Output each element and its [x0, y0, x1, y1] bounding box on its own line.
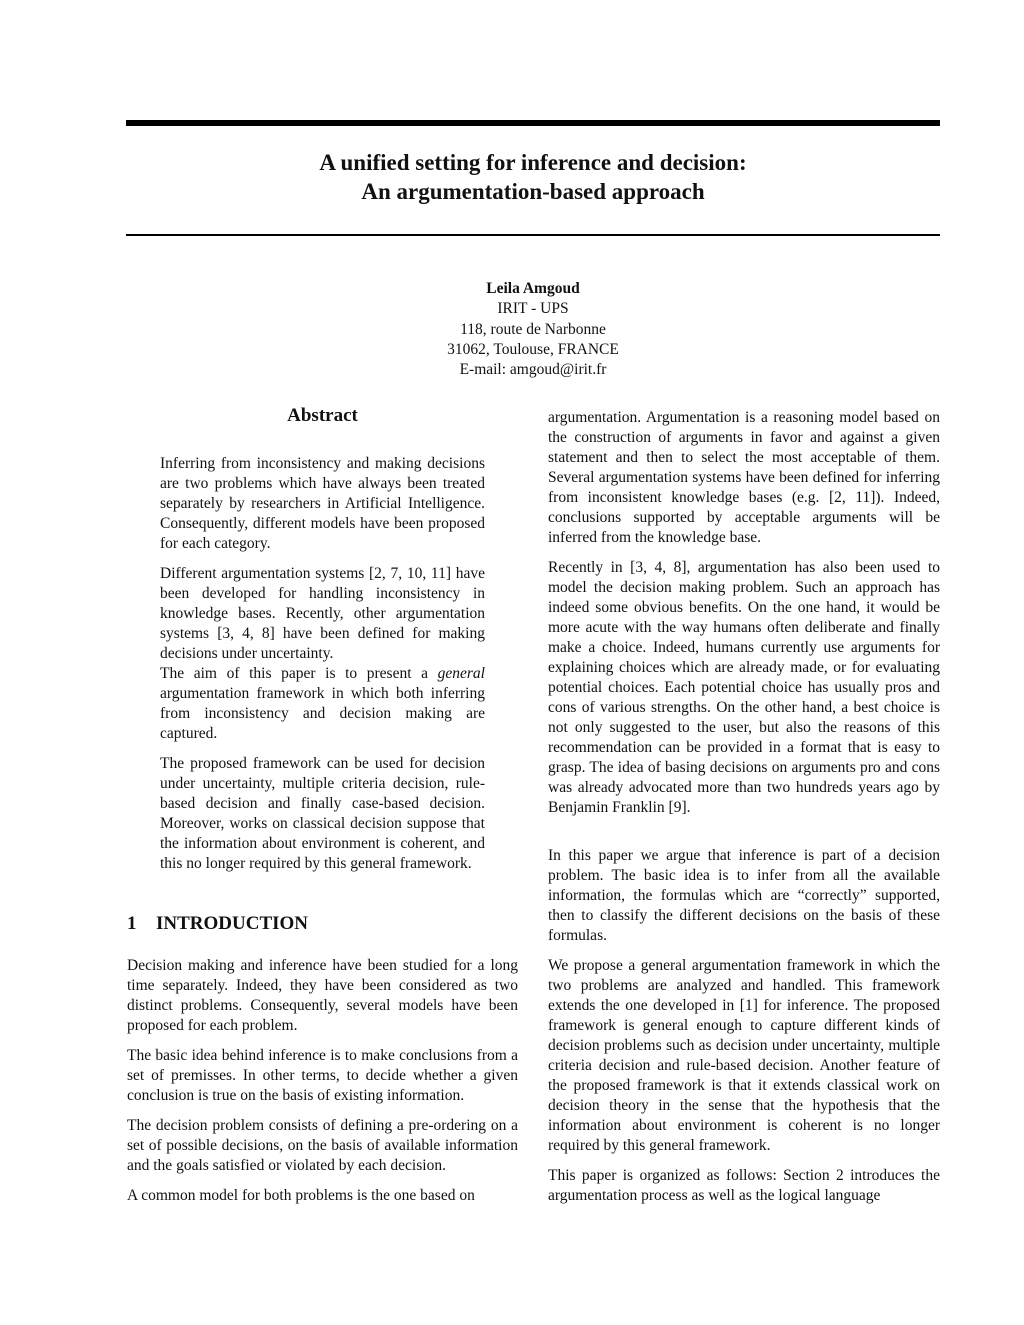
abstract-paragraph-2: Different argumentation systems [2, 7, 10, 11] have been developed for handling inconsistency in knowledge bases. Recently, other argumentation systems [3, 4, 8] have been defined for making decisions under uncertainty.: [160, 565, 485, 662]
author-block: [126, 279, 940, 380]
abstract-paragraph-1: Inferring from inconsistency and making decisions are two problems which have always been treated separately by researchers in Artificial Intelligence. Consequently, different models have been proposed for each category.: [160, 455, 485, 552]
author-name: Leila Amgoud: [486, 280, 580, 297]
left-column: [127, 404, 518, 1216]
section-title: INTRODUCTION: [156, 913, 309, 934]
top-rule: [126, 120, 940, 126]
title-line-1: A unified setting for inference and decision:: [319, 150, 747, 175]
right-paragraph-2: Recently in [3, 4, 8], argumentation has also been used to model the decision making problem. Such an approach has indeed some obvious benefits. On the one hand, it would be more acute with the way humans often deliberate and finally make a choice. Indeed, humans currently use arguments for explaining choices which are already made, or for evaluating potential choices. Each potential choice has usually pros and cons of various strengths. On the other hand, a best choice is not only suggested to the user, but also the reasons of this recommendation can be provided in a format that is easy to grasp. The idea of basing decisions on arguments pro and cons was already advocated more than two hundreds years ago by Benjamin Franklin [9].: [548, 559, 940, 816]
author-address-line-1: 118, route de Narbonne: [460, 320, 606, 338]
title-bottom-rule: [126, 234, 940, 236]
intro-paragraph-1: Decision making and inference have been studied for a long time separately. Indeed, they have been considered as two distinct problems. Consequently, several models have been proposed for each problem.: [127, 957, 518, 1034]
abstract-paragraph-4: The proposed framework can be used for decision under uncertainty, multiple criteria decision, rule-based decision and finally case-based decision. Moreover, works on classical decision suppose that the information about environment is coherent, and this no longer required by this general framework.: [160, 755, 485, 872]
section-heading-introduction: [127, 912, 518, 936]
author-address-line-2: 31062, Toulouse, FRANCE: [447, 340, 619, 358]
right-paragraph-1: argumentation. Argumentation is a reasoning model based on the construction of arguments in favor and against a given statement and then to select the most acceptable of them. Several argumentation systems have been defined for inferring from inconsistent knowledge bases (e.g. [2, 11]). Indeed, conclusions supported by acceptable arguments will be inferred from the knowledge base.: [548, 409, 940, 546]
intro-paragraph-3: The decision problem consists of defining a pre-ordering on a set of possible decisions, on the basis of available information and the goals satisfied or violated by each decision.: [127, 1117, 518, 1174]
title-line-2: An argumentation-based approach: [361, 179, 705, 204]
right-paragraph-3: In this paper we argue that inference is part of a decision problem. The basic idea is to infer from all the available information, the formulas which are “correctly” supported, then to classify the different decisions on the basis of these formulas.: [548, 847, 940, 944]
author-affiliation: IRIT - UPS: [497, 300, 569, 318]
abstract-paragraph-3-start: The aim of this paper is to present a: [160, 665, 438, 682]
author-email: E-mail: amgoud@irit.fr: [459, 361, 607, 379]
intro-paragraph-4: A common model for both problems is the one based on: [127, 1187, 475, 1204]
intro-paragraph-2: The basic idea behind inference is to make conclusions from a set of premisses. In other terms, to decide whether a given conclusion is true on the basis of existing information.: [127, 1047, 518, 1104]
right-paragraph-5: This paper is organized as follows: Section 2 introduces the argumentation process as well as the logical language: [548, 1167, 940, 1204]
abstract-emphasis-general: general: [437, 665, 485, 682]
section-number: 1: [127, 913, 137, 934]
paper-title: [126, 148, 940, 206]
abstract-paragraph-3-end: argumentation framework in which both inferring from inconsistency and decision making are captured.: [160, 685, 485, 742]
abstract-paragraph-3: [160, 664, 485, 744]
abstract-heading: Abstract: [287, 405, 358, 426]
right-paragraph-4: We propose a general argumentation framework in which the two problems are analyzed and handled. This framework extends the one developed in [1] for inference. The proposed framework is general enough to capture different kinds of decision problems such as decision under uncertainty, multiple criteria decision and rule-based decision. Another feature of the proposed framework is that it extends classical work on decision theory in the sense that the hypothesis that the information about environment is coherent is no longer required by this general framework.: [548, 957, 940, 1154]
right-column: [548, 408, 940, 1216]
abstract-body: [160, 454, 485, 874]
